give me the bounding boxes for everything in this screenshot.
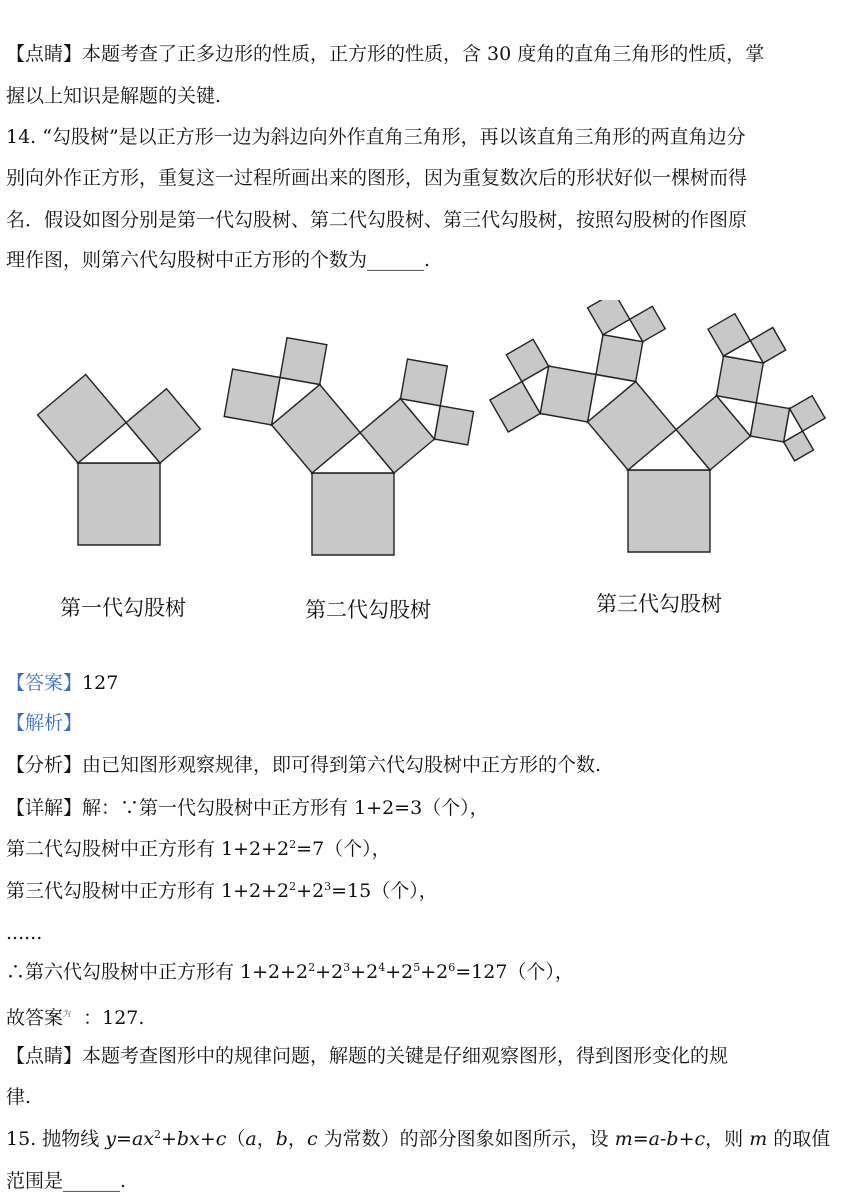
stray-mark: 为	[63, 1009, 72, 1018]
answer-line	[6, 670, 839, 696]
jiexi-label: 【解析】	[6, 712, 83, 734]
math-expr: c	[215, 1128, 227, 1150]
tree-square	[78, 463, 160, 545]
exponent: 2	[289, 880, 297, 893]
xiangjie-line-6	[6, 1001, 839, 1031]
text-seg: （	[226, 1128, 246, 1150]
q14-line-4: 理作图，则第六代勾股树中正方形的个数为______.	[6, 249, 431, 271]
xiangjie-label: 【详解】	[6, 797, 83, 819]
math-expr: c	[306, 1128, 318, 1150]
answer-value: 127	[82, 672, 119, 694]
tree-square	[312, 473, 394, 555]
caption-gen-3: 第三代勾股树	[596, 592, 722, 616]
q15-line-1: 15. 抛物线 $y=ax^2+bx+c(a$，b，c 为常数）的部分图象如图所示，设 m=a-b+c，则 m 的取值	[6, 1128, 831, 1150]
text-seg: 15. 抛物线	[6, 1128, 106, 1150]
q14-line-1: 14. “勾股树”是以正方形一边为斜边向外作直角三角形，再以该直角三角形的两直角边分	[6, 126, 746, 148]
text-seg: 故答案	[6, 1007, 64, 1029]
xiangjie-text-1: 解：∵第一代勾股树中正方形有 1+2=3（个），	[82, 797, 489, 819]
tree-generation-1	[38, 375, 201, 546]
dianjing-line-1	[6, 41, 839, 67]
tree-square	[434, 406, 473, 445]
tree-square	[750, 403, 789, 442]
xiangjie-line-1	[6, 795, 839, 821]
tree-square	[224, 369, 280, 425]
xiangjie-line-5	[6, 959, 839, 985]
dianjing2-text-1: 本题考查图形中的规律问题，解题的关键是仔细观察图形，得到图形变化的规	[82, 1045, 729, 1067]
fenxi-label: 【分析】	[6, 754, 83, 776]
exponent: 3	[324, 880, 332, 893]
math-expr: b	[666, 1128, 679, 1150]
dianjing-line-2: 握以上知识是解题的关键.	[6, 85, 222, 107]
text-seg: 的取值	[767, 1128, 831, 1150]
fenxi-line	[6, 752, 839, 778]
tree-square	[628, 470, 710, 552]
text-seg: ：127.	[83, 1007, 145, 1029]
math-expr: b	[275, 1128, 288, 1150]
tree-generation-2	[224, 338, 473, 555]
exponent: 2	[308, 961, 316, 974]
xiangjie-dots: ......	[6, 922, 43, 944]
text-seg: ，	[256, 1128, 276, 1150]
text-seg: +2	[420, 961, 449, 983]
dianjing2-line-1	[6, 1043, 839, 1069]
exponent: 3	[343, 961, 351, 974]
exponent: 4	[378, 961, 386, 974]
text-seg: 第二代勾股树中正方形有 1+2+2	[6, 838, 290, 860]
pythagoras-tree-figure	[0, 300, 845, 644]
tree-generation-3	[490, 300, 825, 552]
text-seg: +2	[350, 961, 379, 983]
text-seg: ∴第六代勾股树中正方形有 1+2+2	[6, 961, 309, 983]
exponent: 5	[413, 961, 421, 974]
xiangjie-line-3	[6, 878, 839, 904]
math-expr: m	[749, 1128, 768, 1150]
tree-square	[717, 356, 764, 403]
dianjing2-line-2: 律.	[6, 1086, 32, 1108]
text-seg: ，	[287, 1128, 307, 1150]
math-expr: y	[105, 1128, 117, 1150]
tree-square	[401, 359, 448, 406]
caption-gen-1: 第一代勾股树	[60, 596, 186, 620]
dianjing2-label: 【点睛】	[6, 1045, 83, 1067]
answer-label: 【答案】	[6, 672, 83, 694]
text-seg: 第三代勾股树中正方形有 1+2+2	[6, 880, 290, 902]
text-seg: 为常数）的部分图象如图所示，设	[317, 1128, 615, 1150]
exponent: 2	[154, 1128, 161, 1141]
q14-line-2: 别向外作正方形，重复这一过程所画出来的图形，因为重复数次后的形状好似一棵树而得	[6, 167, 748, 189]
text-seg: +2	[385, 961, 414, 983]
math-expr: a	[648, 1128, 660, 1150]
tree-square	[280, 338, 327, 385]
q14-line-3: 名．假设如图分别是第一代勾股树、第二代勾股树、第三代勾股树，按照勾股树的作图原	[6, 209, 748, 231]
text-seg: =7（个），	[296, 838, 391, 860]
caption-gen-2: 第二代勾股树	[305, 598, 431, 622]
text-seg: +2	[315, 961, 344, 983]
text-seg: ，则	[705, 1128, 750, 1150]
text-seg: +2	[296, 880, 325, 902]
q15-line-2: 范围是______.	[6, 1170, 127, 1192]
dianjing-label: 【点睛】	[6, 43, 83, 65]
tree-square	[596, 335, 643, 382]
dianjing-text-1: 本题考查了正多边形的性质，正方形的性质，含 30 度角的直角三角形的性质，掌	[82, 43, 765, 65]
math-expr: c	[694, 1128, 706, 1150]
tree-square	[540, 366, 596, 422]
xiangjie-line-2	[6, 836, 839, 862]
text-seg: =15（个），	[331, 880, 438, 902]
math-expr: bx	[176, 1128, 200, 1150]
exponent: 2	[289, 838, 297, 851]
math-expr: m	[614, 1128, 633, 1150]
math-expr: a	[245, 1128, 257, 1150]
fenxi-text: 由已知图形观察规律，即可得到第六代勾股树中正方形的个数.	[82, 754, 602, 776]
exponent: 6	[448, 961, 456, 974]
text-seg: =127（个），	[455, 961, 574, 983]
math-expr: ax	[131, 1128, 154, 1150]
